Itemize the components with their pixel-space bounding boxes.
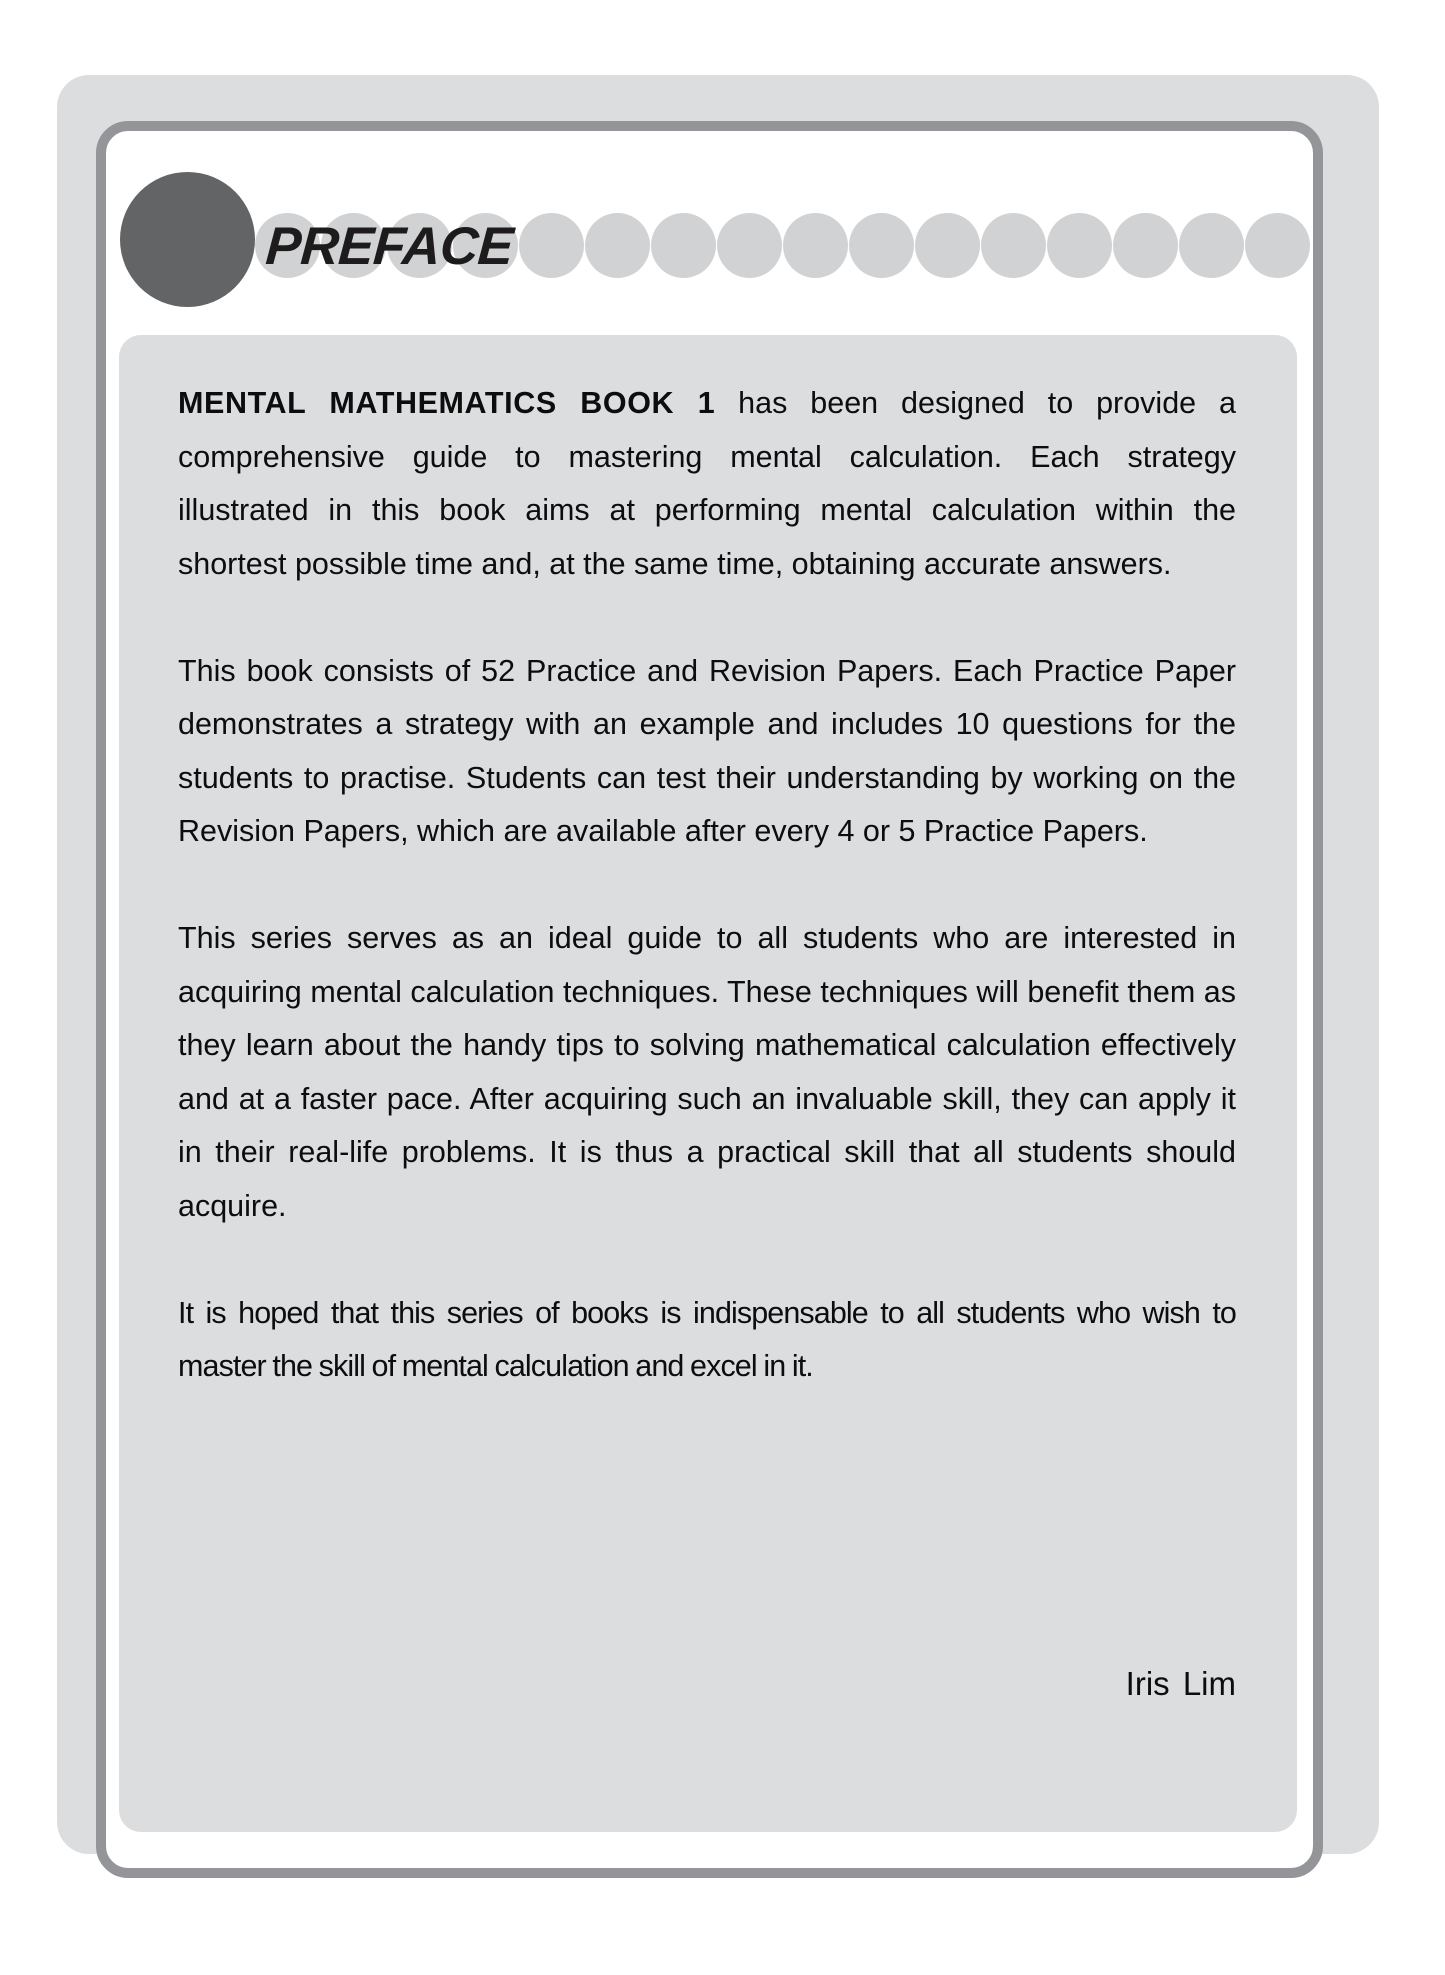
bead-icon bbox=[1047, 213, 1112, 278]
bead-icon bbox=[783, 213, 848, 278]
bead-icon bbox=[1245, 213, 1310, 278]
bead-icon bbox=[1113, 213, 1178, 278]
bead-icon bbox=[849, 213, 914, 278]
preface-paragraph-4: It is hoped that this series of books is indispensable to all students who wish to master the skill of mental calculation and excel in it. bbox=[178, 1295, 1236, 1383]
preface-paragraph-2: This book consists of 52 Practice and Revision Papers. Each Practice Paper demonstrates a strategy with an example and includes 10 questions for the students to practise. Students can test their understanding by working on the Revision Papers, which are available after every 4 or 5 Practice Papers. bbox=[178, 653, 1236, 848]
heading-disc-icon bbox=[120, 172, 255, 307]
bead-icon bbox=[981, 213, 1046, 278]
author-signature: Iris Lim bbox=[1125, 1665, 1236, 1702]
preface-paragraph-1 bbox=[178, 377, 1236, 591]
bead-icon bbox=[519, 213, 584, 278]
bead-icon bbox=[915, 213, 980, 278]
page-title: PREFACE bbox=[263, 217, 515, 276]
bead-icon bbox=[651, 213, 716, 278]
bead-icon bbox=[717, 213, 782, 278]
paragraph-1-text: has been designed to provide a comprehensive guide to mastering mental calculation. Each strategy illustrated in this book aims at performing mental calculation within the shortest possible time and, at the same time, obtaining accurate answers. bbox=[178, 386, 1236, 581]
preface-paragraph-3: This series serves as an ideal guide to all students who are interested in acquiring mental calculation techniques. These techniques will benefit them as they learn about the handy tips to solving mathematical calculation effectively and at a faster pace. After acquiring such an invaluable skill, they can apply it in their real-life problems. It is thus a practical skill that all students should acquire. bbox=[178, 921, 1236, 1223]
preface-body bbox=[178, 377, 1236, 1447]
book-title: MENTAL MATHEMATICS BOOK 1 bbox=[178, 386, 716, 420]
bead-icon bbox=[1179, 213, 1244, 278]
bead-icon bbox=[585, 213, 650, 278]
